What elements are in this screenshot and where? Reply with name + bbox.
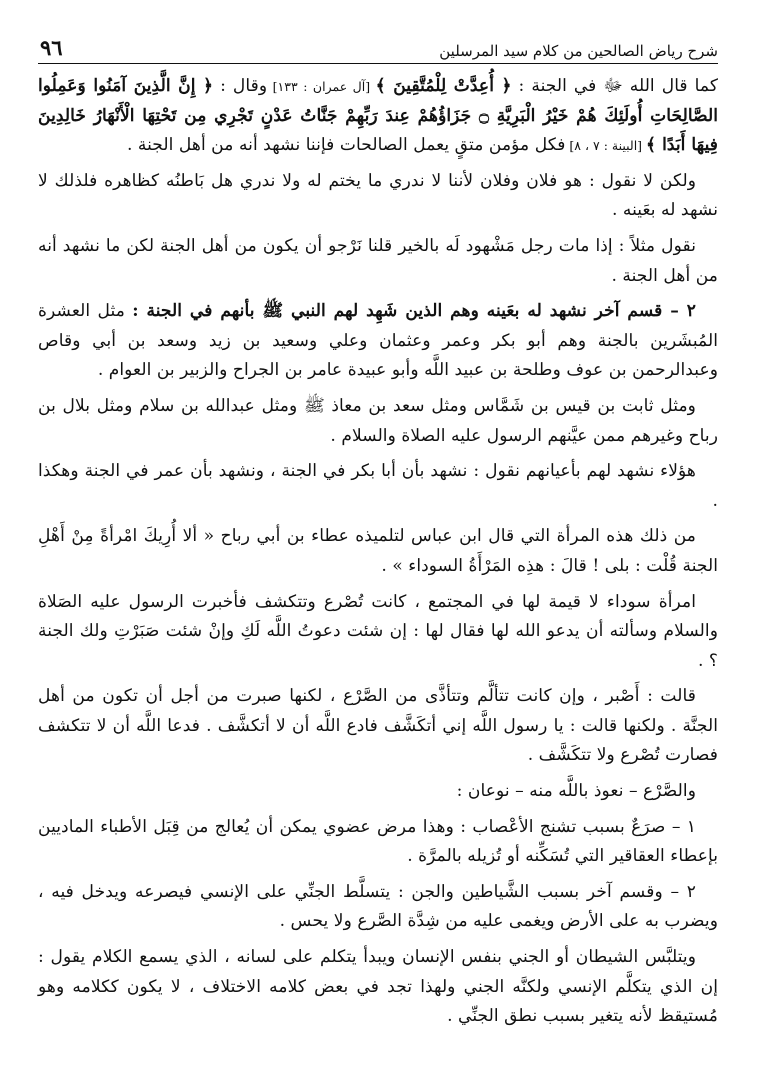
paragraph-10: والصَّرْع – نعوذ باللَّه منه – نوعان : <box>456 781 696 802</box>
paragraph-7: من ذلك هذه المرأة التي قال ابن عباس لتلميذه عطاء بن أبي رباح « ألا أُرِيكَ امْرأةً مِنْ أَهْلِ الجنة قُلْت : بلى ! قالَ : هذِه المَرْأَةُ السوداء » . <box>38 526 718 576</box>
paragraph-4 <box>38 297 718 386</box>
paragraph-13: ويتلبَّس الشيطان أو الجني بنفس الإنسان ويبدأ يتكلم على لسانه ، الذي يسمع الكلام يقول : إن الذي يتكلَّم الإنسي ولكنَّه الجني ولهذا تجد في بعض كلامه الاختلاف ، لا يكون ككلامه وهو مُستيقظ لأنه يتغير بسبب نطق الجنِّي . <box>38 947 718 1027</box>
paragraph-1-text-c: فكل مؤمن متقٍ يعمل الصالحات فإننا نشهد أنه من أهل الجنة . <box>126 135 566 156</box>
section-heading-2: ٢ – قسم آخر نشهد له بعَينه وهم الذين شَهِد لهم النبي ﷺ بأنهم في الجنة : <box>132 301 696 322</box>
paragraph-12: ٢ – وقسم آخر بسبب الشَّياطين والجن : يتسلَّط الجنِّي على الإنسي فيصرعه ويدخل فيه ، ويضرب به على الأرض ويغمى عليه من شِدَّة الصَّرع ولا يحس . <box>38 881 718 932</box>
verse-reference-1: [آل عمران : ١٣٣] <box>267 79 376 94</box>
page-header <box>38 26 718 60</box>
page-body <box>38 72 718 1032</box>
paragraph-1-text-b: وقال : <box>213 76 268 96</box>
quran-verse-2: ﴿ إِنَّ الَّذِينَ آمَنُوا وَعَمِلُوا الصَّالِحَاتِ أُولَئِكَ هُمْ خَيْرُ الْبَرِيَّةِ ۝ جَزَاؤُهُمْ عِندَ رَبِّهِمْ جَنَّاتُ عَدْنٍ تَجْرِي مِن تَحْتِهَا الْأَنْهَارُ خَالِدِينَ فِيهَا أَبَدًا ﴾ <box>38 76 718 156</box>
paragraph-8: امرأة سوداء لا قيمة لها في المجتمع ، كانت تُصْرع وتتكشف فأخبرت الرسول عليه الصَلاة والسلام وسألته أن يدعو الله لها فقال لها : إن شئت دعوتُ اللَّه لَكِ وإنْ شئت صَبَرْتِ ولك الجنة ؟ . <box>38 591 718 671</box>
verse-reference-2: [البينة : ٧ ، ٨] <box>565 138 647 154</box>
paragraph-1-text-a: كما قال الله ﷻ في الجنة : <box>511 76 719 96</box>
paragraph-2: ولكن لا نقول : هو فلان وفلان لأننا لا ندري ما يختم له ولا ندري هل بَاطنُه كظاهره فلذلك لا نشهد له بعَينه . <box>38 170 718 221</box>
page-number: ٩٦ <box>40 35 63 60</box>
quran-verse-1: ﴿ أُعِدَّتْ لِلْمُتَّقِينَ ﴾ <box>375 76 512 96</box>
header-rule <box>38 63 718 64</box>
paragraph-9: قالت : أَصْبر ، وإن كانت تتألَّم وتتأذَّى من الصَّرْع ، لكنها صبرت من أجل أن تكون من أهل الجنَّة . ولكنها قالت : يا رسول اللَّه إني أتكَشَّف فادع اللَّه أن لا أتكشَّف . فدعا اللَّه أن لا تتكشف فصارت تُصْرع ولا تتكَشَّف . <box>38 686 718 766</box>
paragraph-6: هؤلاء نشهد لهم بأعيانهم نقول : نشهد بأن أبا بكر في الجنة ، ونشهد بأن عمر في الجنة وهكذا . <box>38 461 718 511</box>
paragraph-4-text: مثل العشرة المُبشَرين بالجنة وهم أبو بكر وعمر وعثمان وعلي وسعيد بن زيد وسعد بن أبي وقاص وعبدالرحمن بن عوف وطلحة بن عبيد اللَّه وأبو عبيدة عامر بن الجراح والزبير بن العوام . <box>38 301 718 381</box>
book-page <box>38 26 718 1066</box>
paragraph-5: ومثل ثابت بن قيس بن شَمَّاس ومثل سعد بن معاذ ﷺ ومثل عبدالله بن سلام ومثل بلال بن رباح وغيرهم ممن عيَّنهم الرسول عليه الصلاة والسلام . <box>38 395 718 446</box>
paragraph-1 <box>38 72 718 161</box>
paragraph-3: نقول مثلاً : إذا مات رجل مَشْهود لَه بالخير قلنا نَرْجو أن يكون من أهل الجنة لكن ما نشهد أنه من أهل الجنة . <box>38 235 718 286</box>
paragraph-11: ١ – صرَعٌ بسبب تشنج الأعْصاب : وهذا مرض عضوي يمكن أن يُعالج من قِبَل الأطباء الماديين بإعطاء العقاقير التي تُسَكِّنه أو تُزيله بالمرَّة . <box>38 816 718 867</box>
running-title: شرح رياض الصالحين من كلام سيد المرسلين <box>439 42 718 60</box>
